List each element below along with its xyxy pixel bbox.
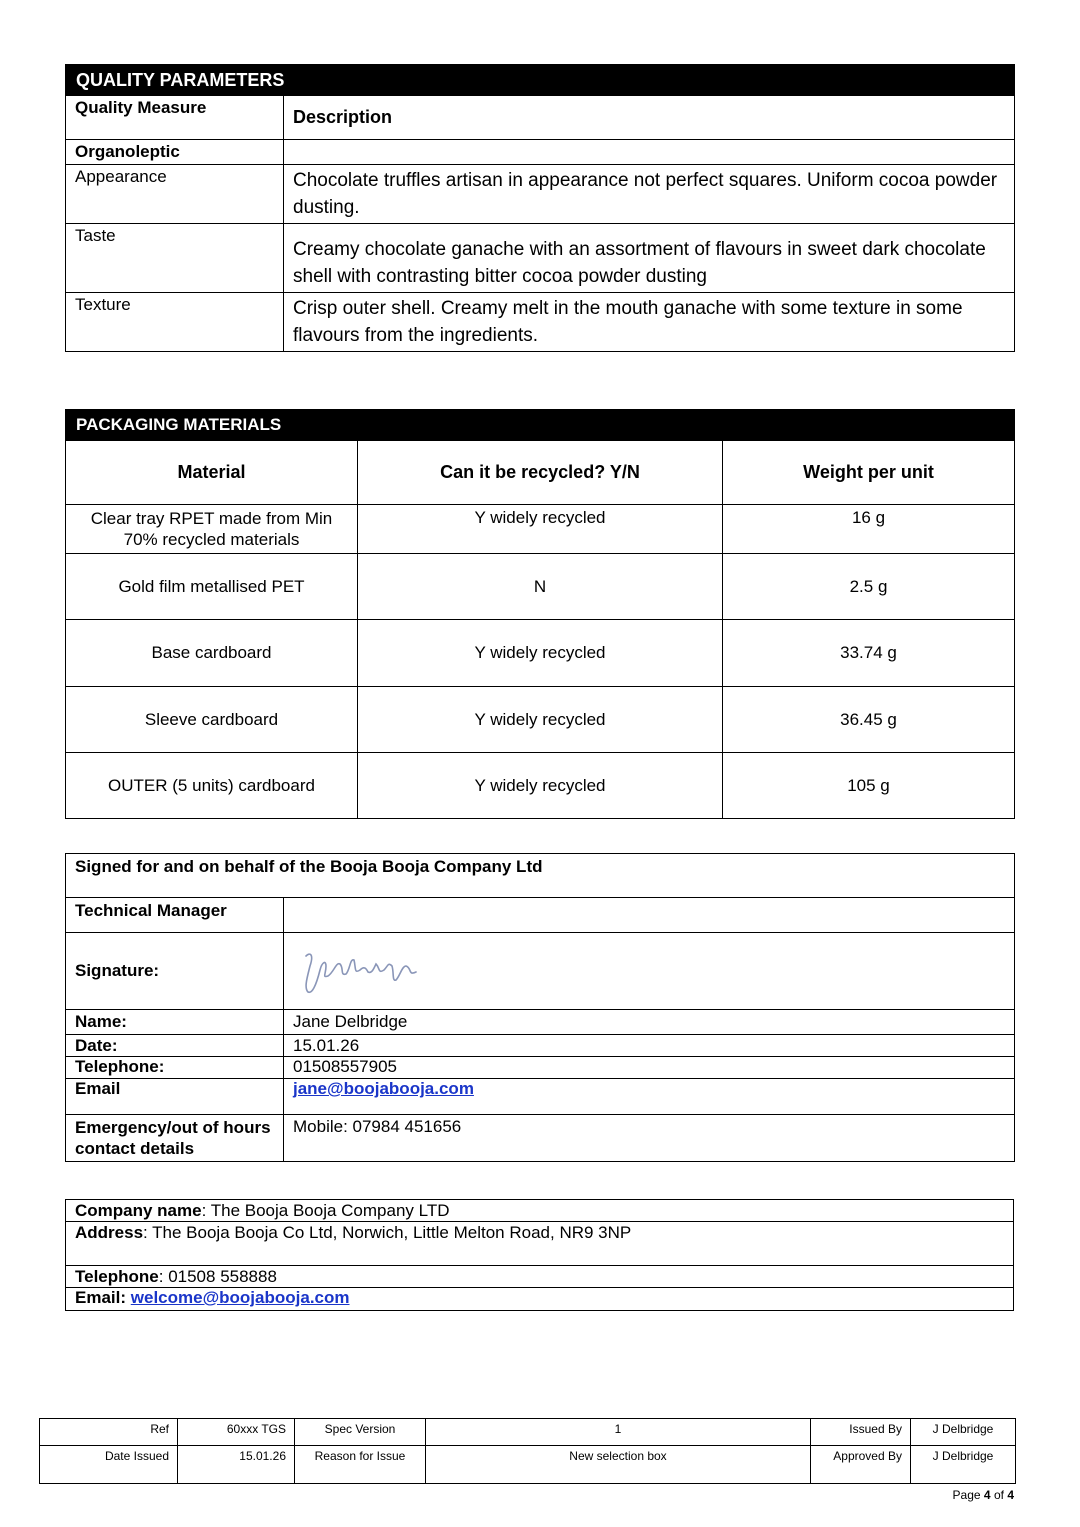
measure-texture: Texture bbox=[66, 293, 284, 352]
emergency-value: Mobile: 07984 451656 bbox=[284, 1115, 1015, 1162]
measure-taste: Taste bbox=[66, 224, 284, 293]
material-cell: Gold film metallised PET bbox=[66, 554, 358, 620]
reason-value: New selection box bbox=[426, 1446, 811, 1484]
issued-by-label: Issued By bbox=[811, 1419, 911, 1446]
material-cell: Sleeve cardboard bbox=[66, 687, 358, 753]
weight-heading: Weight per unit bbox=[723, 441, 1015, 505]
recycled-cell: N bbox=[358, 554, 723, 620]
empty-cell bbox=[284, 140, 1015, 165]
recycled-cell: Y widely recycled bbox=[358, 753, 723, 819]
company-name-label: Company name bbox=[75, 1201, 202, 1220]
address-value: : The Booja Booja Co Ltd, Norwich, Little Melton Road, NR9 3NP bbox=[143, 1223, 632, 1242]
address-label: Address bbox=[75, 1223, 144, 1242]
spec-value: 1 bbox=[426, 1419, 811, 1446]
company-table bbox=[65, 1199, 1014, 1311]
company-email-label: Email: bbox=[75, 1288, 127, 1307]
desc-texture: Crisp outer shell. Creamy melt in the mouth ganache with some texture in some flavours from the ingredients. bbox=[284, 293, 1015, 352]
company-phone-label: Telephone bbox=[75, 1267, 159, 1286]
recycled-cell: Y widely recycled bbox=[358, 687, 723, 753]
weight-cell: 16 g bbox=[723, 505, 1015, 554]
page-total: 4 bbox=[1007, 1488, 1014, 1502]
signature-image bbox=[296, 948, 426, 998]
date-issued-value: 15.01.26 bbox=[178, 1446, 295, 1484]
date-value: 15.01.26 bbox=[284, 1035, 1015, 1057]
signature-label: Signature: bbox=[66, 933, 284, 1010]
recycled-cell: Y widely recycled bbox=[358, 620, 723, 687]
company-name-row bbox=[66, 1200, 1014, 1222]
document-control-footer bbox=[39, 1418, 1016, 1484]
measure-appearance: Appearance bbox=[66, 165, 284, 224]
email-label: Email bbox=[66, 1079, 284, 1115]
organoleptic-section: Organoleptic bbox=[66, 140, 284, 165]
issued-by-value: J Delbridge bbox=[911, 1419, 1016, 1446]
ref-label: Ref bbox=[40, 1419, 178, 1446]
material-cell: OUTER (5 units) cardboard bbox=[66, 753, 358, 819]
recycled-heading: Can it be recycled? Y/N bbox=[358, 441, 723, 505]
signoff-title: Signed for and on behalf of the Booja Booja Company Ltd bbox=[66, 854, 1015, 898]
date-issued-label: Date Issued bbox=[40, 1446, 178, 1484]
page-prefix: Page bbox=[952, 1488, 981, 1502]
email-link[interactable]: jane@boojabooja.com bbox=[293, 1079, 474, 1098]
signoff-table bbox=[65, 853, 1015, 1162]
company-phone-value: : 01508 558888 bbox=[158, 1267, 277, 1286]
weight-cell: 36.45 g bbox=[723, 687, 1015, 753]
weight-cell: 33.74 g bbox=[723, 620, 1015, 687]
desc-appearance: Chocolate truffles artisan in appearance not perfect squares. Uniform cocoa powder dusting. bbox=[284, 165, 1015, 224]
reason-label: Reason for Issue bbox=[295, 1446, 426, 1484]
name-label: Name: bbox=[66, 1010, 284, 1035]
weight-cell: 105 g bbox=[723, 753, 1015, 819]
recycled-cell: Y widely recycled bbox=[358, 505, 723, 554]
address-row bbox=[66, 1222, 1014, 1266]
approved-by-label: Approved By bbox=[811, 1446, 911, 1484]
page-current: 4 bbox=[983, 1488, 991, 1502]
company-phone-row bbox=[66, 1266, 1014, 1288]
date-label: Date: bbox=[66, 1035, 284, 1057]
empty-cell bbox=[284, 898, 1015, 933]
role-label: Technical Manager bbox=[66, 898, 284, 933]
telephone-value: 01508557905 bbox=[284, 1057, 1015, 1079]
company-name-value: : The Booja Booja Company LTD bbox=[201, 1201, 450, 1220]
quality-parameters-table bbox=[65, 64, 1015, 352]
packaging-header: PACKAGING MATERIALS bbox=[66, 410, 1015, 441]
approved-by-value: J Delbridge bbox=[911, 1446, 1016, 1484]
material-cell: Clear tray RPET made from Min 70% recycled materials bbox=[66, 505, 358, 554]
weight-cell: 2.5 g bbox=[723, 554, 1015, 620]
spec-label: Spec Version bbox=[295, 1419, 426, 1446]
quality-header: QUALITY PARAMETERS bbox=[66, 65, 1015, 96]
name-value: Jane Delbridge bbox=[284, 1010, 1015, 1035]
page-mid: of bbox=[993, 1488, 1004, 1502]
emergency-label: Emergency/out of hours contact details bbox=[66, 1115, 284, 1162]
telephone-label: Telephone: bbox=[66, 1057, 284, 1079]
quality-measure-heading: Quality Measure bbox=[66, 96, 284, 140]
packaging-materials-table bbox=[65, 409, 1015, 819]
company-email-row bbox=[66, 1288, 1014, 1311]
description-heading: Description bbox=[284, 96, 1015, 140]
desc-taste: Creamy chocolate ganache with an assortment of flavours in sweet dark chocolate shell with contrasting bitter cocoa powder dusting bbox=[284, 224, 1015, 293]
material-heading: Material bbox=[66, 441, 358, 505]
company-email-link[interactable]: welcome@boojabooja.com bbox=[130, 1288, 350, 1307]
page-number bbox=[953, 1488, 1014, 1502]
material-cell: Base cardboard bbox=[66, 620, 358, 687]
ref-value: 60xxx TGS bbox=[178, 1419, 295, 1446]
